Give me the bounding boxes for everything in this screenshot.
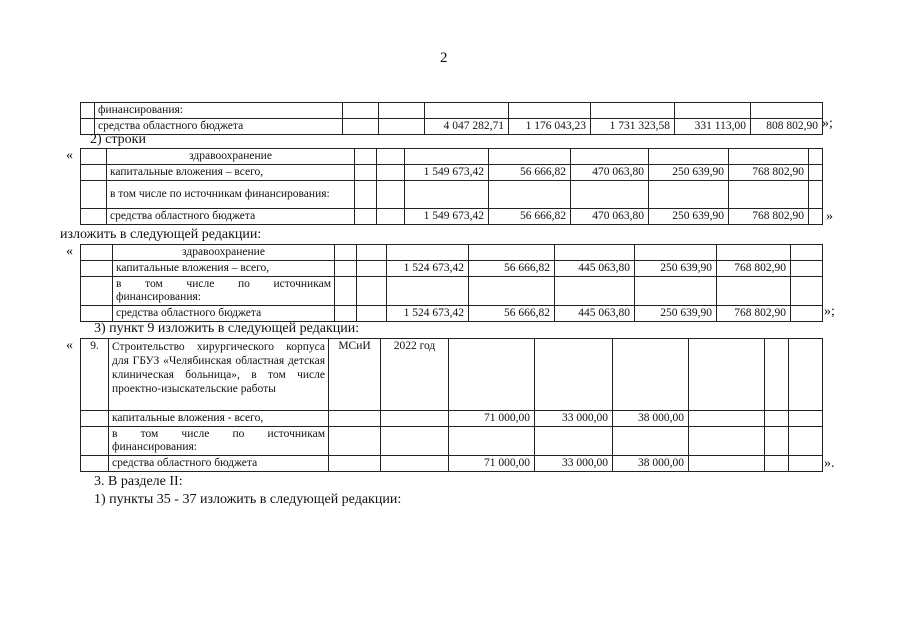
row-label: в том числе по источникам финансирования: <box>107 181 355 209</box>
table-item-9 <box>80 338 823 472</box>
section-header: здравоохранение <box>113 245 335 261</box>
value-cell: 1 176 043,23 <box>509 119 591 135</box>
value-cell: 71 000,00 <box>449 411 535 427</box>
row-label: финансирования: <box>95 103 343 119</box>
value-cell: 71 000,00 <box>449 456 535 472</box>
value-cell: 768 802,90 <box>717 261 791 277</box>
value-cell: 250 639,90 <box>635 261 717 277</box>
value-cell: 768 802,90 <box>729 165 809 181</box>
row-label: в том числе по источникам финансирования: <box>113 277 335 306</box>
project-title: Строительство хирургического корпуса для ГБУЗ «Челябинская областная детская клиническая больница», в том числе проектно-изыскательские работы <box>109 339 329 411</box>
value-cell: 1 731 323,58 <box>591 119 675 135</box>
value-cell: 56 666,82 <box>469 261 555 277</box>
open-quote: « <box>66 338 73 353</box>
row-label: капитальные вложения - всего, <box>109 411 329 427</box>
open-quote: « <box>66 244 73 259</box>
row-label: средства областного бюджета <box>113 306 335 322</box>
table-rows-old <box>80 148 823 225</box>
item-number: 9. <box>81 339 109 411</box>
heading-rows: 2) строки <box>90 132 146 147</box>
value-cell: 33 000,00 <box>535 456 613 472</box>
section-header: здравоохранение <box>107 149 355 165</box>
value-cell: 445 063,80 <box>555 261 635 277</box>
value-cell: 56 666,82 <box>489 165 571 181</box>
item-heading: 1) пункты 35 - 37 изложить в следующей редакции: <box>94 492 402 507</box>
close-quote: » <box>826 209 833 224</box>
value-cell: 4 047 282,71 <box>425 119 509 135</box>
value-cell: 1 549 673,42 <box>405 165 489 181</box>
value-cell: 768 802,90 <box>717 306 791 322</box>
row-label: средства областного бюджета <box>95 119 343 135</box>
value-cell: 56 666,82 <box>489 209 571 225</box>
value-cell: 33 000,00 <box>535 411 613 427</box>
value-cell: 38 000,00 <box>613 411 689 427</box>
responsible-org: МСиИ <box>329 339 381 411</box>
value-cell: 470 063,80 <box>571 165 649 181</box>
row-label: средства областного бюджета <box>109 456 329 472</box>
value-cell: 250 639,90 <box>649 165 729 181</box>
project-year: 2022 год <box>381 339 449 411</box>
value-cell: 470 063,80 <box>571 209 649 225</box>
value-cell: 1 549 673,42 <box>405 209 489 225</box>
row-label: капитальные вложения – всего, <box>107 165 355 181</box>
page-number: 2 <box>440 50 448 66</box>
open-quote: « <box>66 148 73 163</box>
close-quote: ». <box>824 456 835 471</box>
value-cell: 38 000,00 <box>613 456 689 472</box>
value-cell: 250 639,90 <box>635 306 717 322</box>
value-cell: 331 113,00 <box>675 119 751 135</box>
heading-item-9: 3) пункт 9 изложить в следующей редакции: <box>94 321 360 336</box>
section-heading: 3. В разделе II: <box>94 474 183 489</box>
value-cell: 445 063,80 <box>555 306 635 322</box>
row-label: средства областного бюджета <box>107 209 355 225</box>
table-continuation <box>80 102 823 135</box>
value-cell: 56 666,82 <box>469 306 555 322</box>
value-cell: 1 524 673,42 <box>387 261 469 277</box>
heading-edit: изложить в следующей редакции: <box>60 227 262 242</box>
row-label: капитальные вложения – всего, <box>113 261 335 277</box>
row-label: в том числе по источникам финансирования: <box>109 427 329 456</box>
close-quote: »; <box>822 116 833 131</box>
value-cell: 768 802,90 <box>729 209 809 225</box>
close-quote: »; <box>824 304 835 319</box>
value-cell: 808 802,90 <box>751 119 823 135</box>
value-cell: 250 639,90 <box>649 209 729 225</box>
value-cell: 1 524 673,42 <box>387 306 469 322</box>
table-rows-new <box>80 244 823 322</box>
